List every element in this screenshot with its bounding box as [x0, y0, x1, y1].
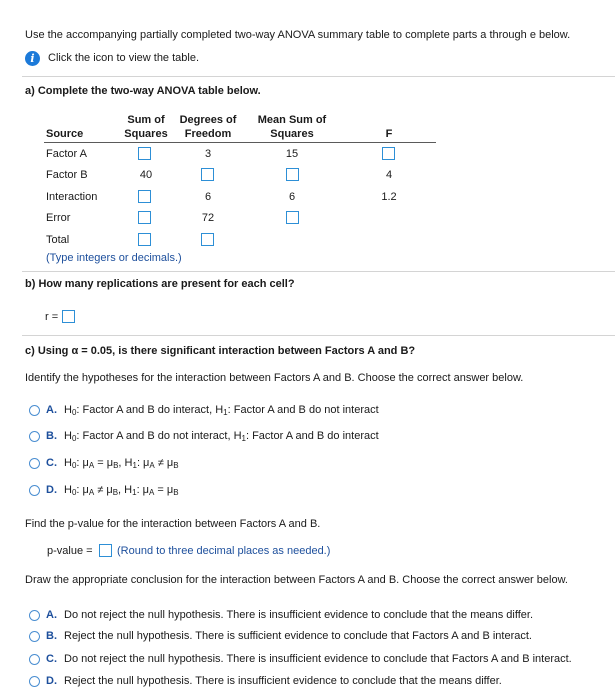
radio-button[interactable]: [29, 676, 40, 687]
radio-button[interactable]: [29, 610, 40, 621]
option-text: Reject the null hypothesis. There is sufficient evidence to conclude that Factors A and B interact.: [64, 630, 532, 642]
option-text: $H_0$: Factor A and B do not interact, $H_1$: Factor A and B do interact: [64, 430, 379, 443]
option-text: $H_0$: Factor A and B do interact, $H_1$: Factor A and B do not interact: [64, 404, 379, 417]
f-value-factor-b: 4: [385, 169, 393, 181]
divider: [22, 335, 615, 336]
option-letter: D.: [46, 484, 57, 496]
pvalue-label: p-value =: [47, 545, 93, 557]
ms-value-interaction: 6: [288, 191, 296, 203]
question-intro: Use the accompanying partially completed two-way ANOVA summary table to complete parts a through e below.: [25, 29, 571, 41]
ms-value-factor-a: 15: [285, 148, 299, 160]
pvalue-prompt: Find the p-value for the interaction between Factors A and B.: [25, 518, 321, 530]
header-ms-line1: Mean Sum of: [257, 114, 327, 126]
header-source: Source: [46, 128, 84, 140]
option-text: $H_0$: $\mu_A = \mu_B$, $H_1$: $\mu_A \ne \mu_B$: [64, 457, 179, 470]
option-text: Do not reject the null hypothesis. There is insufficient evidence to conclude that Factors A and B interact.: [64, 653, 572, 665]
option-letter: B.: [46, 430, 57, 442]
option-letter: A.: [46, 609, 57, 621]
ss-input-interaction[interactable]: [138, 190, 151, 203]
option-text: $H_0$: $\mu_A \ne \mu_B$, $H_1$: $\mu_A = \mu_B$: [64, 484, 179, 497]
replications-input[interactable]: [62, 310, 75, 323]
radio-button[interactable]: [29, 458, 40, 469]
row-source: Interaction: [46, 191, 98, 203]
view-table-link[interactable]: Click the icon to view the table.: [48, 52, 200, 64]
radio-button[interactable]: [29, 431, 40, 442]
info-icon[interactable]: i: [25, 51, 40, 66]
radio-button[interactable]: [29, 654, 40, 665]
row-source: Factor B: [46, 169, 88, 181]
row-source: Factor A: [46, 148, 87, 160]
header-ss-line2: Squares: [124, 128, 168, 140]
header-rule: [44, 142, 436, 143]
ss-input-error[interactable]: [138, 211, 151, 224]
df-input-total[interactable]: [201, 233, 214, 246]
df-value-error: 72: [201, 212, 215, 224]
ss-input-factor-a[interactable]: [138, 147, 151, 160]
ss-input-total[interactable]: [138, 233, 151, 246]
ss-value-factor-b: 40: [139, 169, 153, 181]
header-df-line1: Degrees of: [179, 114, 237, 126]
row-source: Error: [46, 212, 71, 224]
df-value-interaction: 6: [204, 191, 212, 203]
header-ss-line1: Sum of: [127, 114, 165, 126]
option-text: Do not reject the null hypothesis. There is insufficient evidence to conclude that the means differ.: [64, 609, 534, 621]
part-a-hint: (Type integers or decimals.): [46, 252, 182, 264]
header-df-line2: Freedom: [184, 128, 232, 140]
df-value-factor-a: 3: [204, 148, 212, 160]
radio-button[interactable]: [29, 631, 40, 642]
header-ms-line2: Squares: [270, 128, 314, 140]
option-letter: C.: [46, 457, 57, 469]
radio-button[interactable]: [29, 405, 40, 416]
replications-label: r =: [45, 311, 59, 323]
pvalue-hint: (Round to three decimal places as needed.): [117, 545, 331, 557]
conclusion-prompt: Draw the appropriate conclusion for the interaction between Factors A and B. Choose the correct answer below.: [25, 574, 568, 586]
part-c-title: c) Using α = 0.05, is there significant interaction between Factors A and B?: [25, 345, 416, 357]
row-source: Total: [46, 234, 70, 246]
pvalue-input[interactable]: [99, 544, 112, 557]
f-value-interaction: 1.2: [381, 191, 397, 203]
ms-input-factor-b[interactable]: [286, 168, 299, 181]
option-text: Reject the null hypothesis. There is insufficient evidence to conclude that the means differ.: [64, 675, 502, 687]
ms-input-error[interactable]: [286, 211, 299, 224]
hypotheses-instruction: Identify the hypotheses for the interaction between Factors A and B. Choose the correct answer below.: [25, 372, 524, 384]
radio-button[interactable]: [29, 485, 40, 496]
option-letter: D.: [46, 675, 57, 687]
divider: [22, 271, 615, 272]
divider: [22, 76, 615, 77]
option-letter: B.: [46, 630, 57, 642]
part-b-title: b) How many replications are present for each cell?: [25, 278, 295, 290]
f-input-factor-a[interactable]: [382, 147, 395, 160]
option-letter: C.: [46, 653, 57, 665]
df-input-factor-b[interactable]: [201, 168, 214, 181]
part-a-title: a) Complete the two-way ANOVA table below.: [25, 85, 261, 97]
header-f: F: [385, 128, 393, 140]
option-letter: A.: [46, 404, 57, 416]
